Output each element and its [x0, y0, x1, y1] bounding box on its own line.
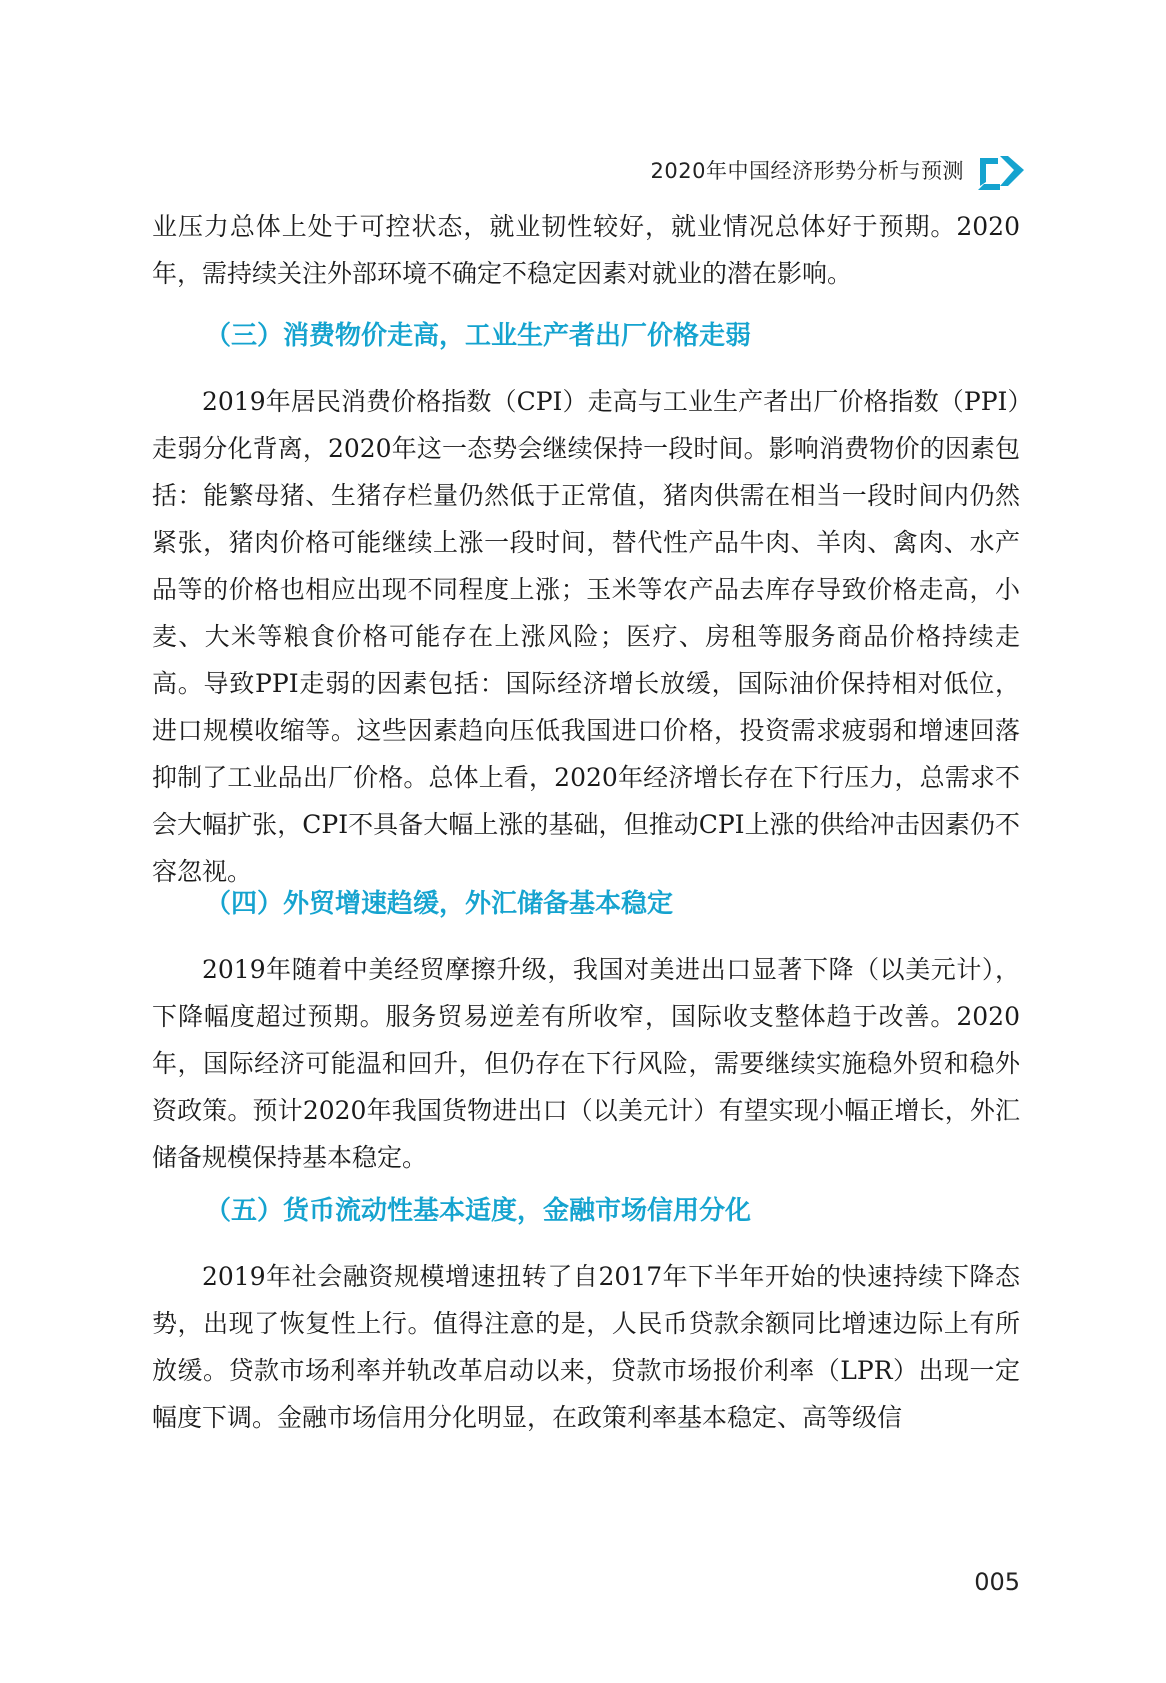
section-heading-3: （三）消费物价走高，工业生产者出厂价格走弱	[205, 321, 752, 351]
section-heading-5: （五）货币流动性基本适度，金融市场信用分化	[205, 1196, 752, 1226]
page-number: 005	[974, 1568, 1020, 1596]
running-header-title: 2020年中国经济形势分析与预测	[650, 159, 964, 183]
paragraph-trade: 2019年随着中美经贸摩擦升级，我国对美进出口显著下降（以美元计），下降幅度超过预期。服务贸易逆差有所收窄，国际收支整体趋于改善。2020年，国际经济可能温和回升，但仍存在下行风险，需要继续实施稳外贸和稳外资政策。预计2020年我国货物进出口（以美元计）有望实现小幅正增长，外汇储备规模保持基本稳定。	[152, 955, 1020, 1172]
paragraph-employment: 业压力总体上处于可控状态，就业韧性较好，就业情况总体好于预期。2020年，需持续关注外部环境不确定不稳定因素对就业的潜在影响。	[152, 212, 1020, 288]
paragraph-prices: 2019年居民消费价格指数（CPI）走高与工业生产者出厂价格指数（PPI）走弱分化背离，2020年这一态势会继续保持一段时间。影响消费物价的因素包括：能繁母猪、生猪存栏量仍然低于正常值，猪肉供需在相当一段时间内仍然紧张，猪肉价格可能继续上涨一段时间，替代性产品牛肉、羊肉、禽肉、水产品等的价格也相应出现不同程度上涨；玉米等农产品去库存导致价格走高，小麦、大米等粮食价格可能存在上涨风险；医疗、房租等服务商品价格持续走高。导致PPI走弱的因素包括：国际经济增长放缓，国际油价保持相对低位，进口规模收缩等。这些因素趋向压低我国进口价格，投资需求疲弱和增速回落抑制了工业品出厂价格。总体上看，2020年经济增长存在下行压力，总需求不会大幅扩张，CPI不具备大幅上涨的基础，但推动CPI上涨的供给冲击因素仍不容忽视。	[152, 387, 1020, 886]
running-header	[651, 150, 1026, 190]
book-chevron-logo-icon	[978, 150, 1026, 190]
paragraph-finance: 2019年社会融资规模增速扭转了自2017年下半年开始的快速持续下降态势，出现了恢复性上行。值得注意的是，人民币贷款余额同比增速边际上有所放缓。贷款市场利率并轨改革启动以来，贷款市场报价利率（LPR）出现一定幅度下调。金融市场信用分化明显，在政策利率基本稳定、高等级信	[152, 1262, 1020, 1432]
section-heading-4: （四）外贸增速趋缓，外汇储备基本稳定	[205, 889, 674, 919]
